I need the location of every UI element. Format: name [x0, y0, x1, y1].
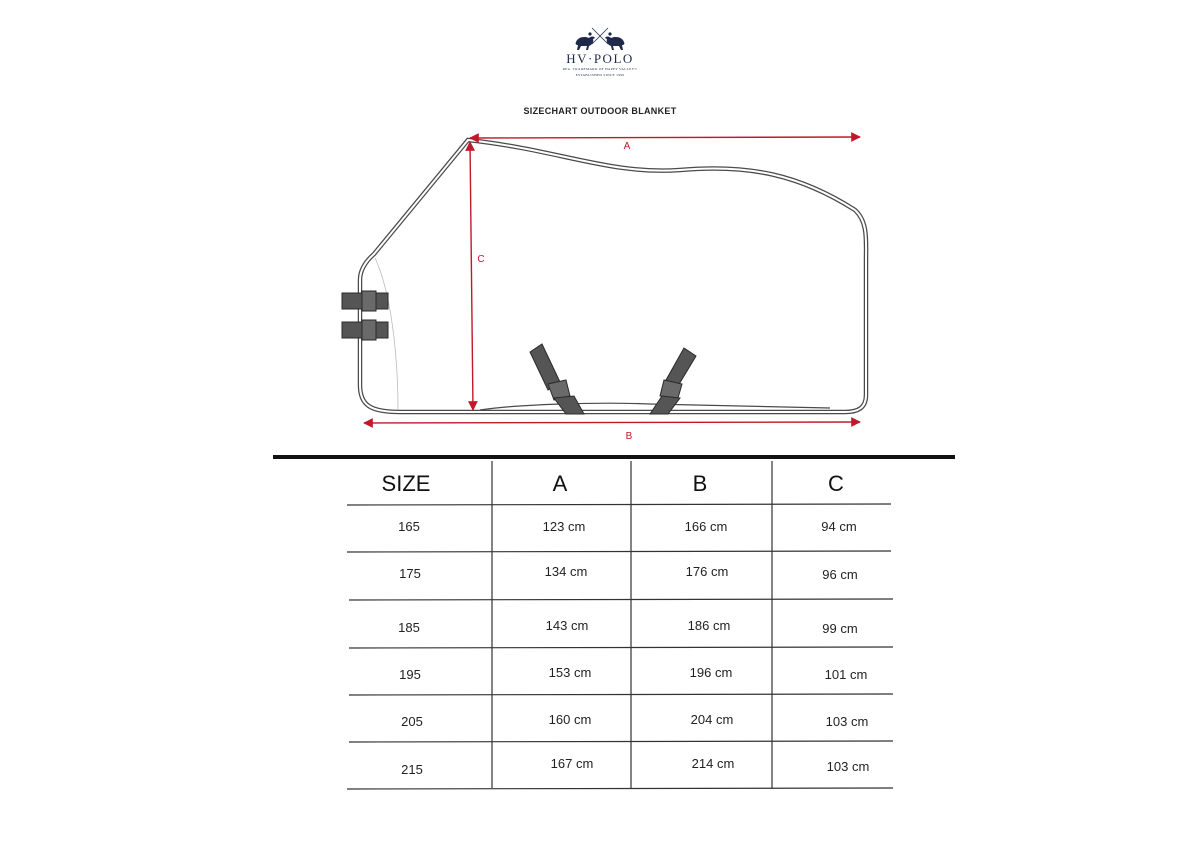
dimension-a-line: [470, 137, 860, 138]
header-b: B: [692, 471, 708, 496]
brand-name: HV·POLO: [566, 51, 634, 66]
table-cell-c: 94 cm: [821, 519, 857, 534]
dimension-b-line: [364, 422, 860, 423]
header-size: SIZE: [381, 471, 431, 496]
table-cell-a: 123 cm: [542, 519, 586, 534]
table-cell-size: 205: [401, 714, 423, 729]
belly-strap-left: [530, 344, 584, 414]
dimension-c-line: [470, 142, 473, 410]
table-cell-a: 167 cm: [550, 756, 594, 771]
blanket-outline: [360, 140, 866, 412]
table-cell-size: 195: [399, 667, 421, 682]
table-cell-a: 134 cm: [544, 564, 588, 579]
dimension-a-label: A: [623, 141, 631, 152]
brand-established: ESTABLISHED SINCE 1999: [575, 73, 625, 77]
header-c: C: [828, 471, 844, 496]
table-cell-a: 153 cm: [548, 665, 592, 680]
table-cell-b: 186 cm: [687, 618, 731, 633]
table-cell-b: 176 cm: [685, 564, 729, 579]
table-cell-size: 185: [398, 620, 420, 635]
table-cell-b: 196 cm: [689, 665, 733, 680]
table-cell-b: 204 cm: [690, 712, 734, 727]
brand-tagline: REG. TRADEMARK OF HAPPY VALLEY®: [562, 67, 638, 71]
table-cell-c: 101 cm: [824, 667, 868, 682]
table-cell-b: 166 cm: [684, 519, 728, 534]
dimension-c-label: C: [477, 254, 485, 265]
table-cell-size: 165: [398, 519, 420, 534]
table-cell-a: 143 cm: [545, 618, 589, 633]
dimension-b-label: B: [625, 431, 633, 442]
table-cell-b: 214 cm: [691, 756, 735, 771]
table-cell-c: 96 cm: [822, 567, 858, 582]
table-cell-size: 175: [399, 566, 421, 581]
table-cell-c: 99 cm: [822, 621, 858, 636]
table-cell-a: 160 cm: [548, 712, 592, 727]
table-cell-c: 103 cm: [825, 714, 869, 729]
chest-strap-top: [342, 291, 388, 311]
belly-strap-right: [650, 348, 696, 414]
chest-strap-bottom: [342, 320, 388, 340]
table-cell-c: 103 cm: [826, 759, 870, 774]
document-title: SIZECHART OUTDOOR BLANKET: [523, 106, 677, 116]
table-cell-size: 215: [401, 762, 423, 777]
header-a: A: [552, 471, 568, 496]
section-divider: [273, 455, 955, 459]
